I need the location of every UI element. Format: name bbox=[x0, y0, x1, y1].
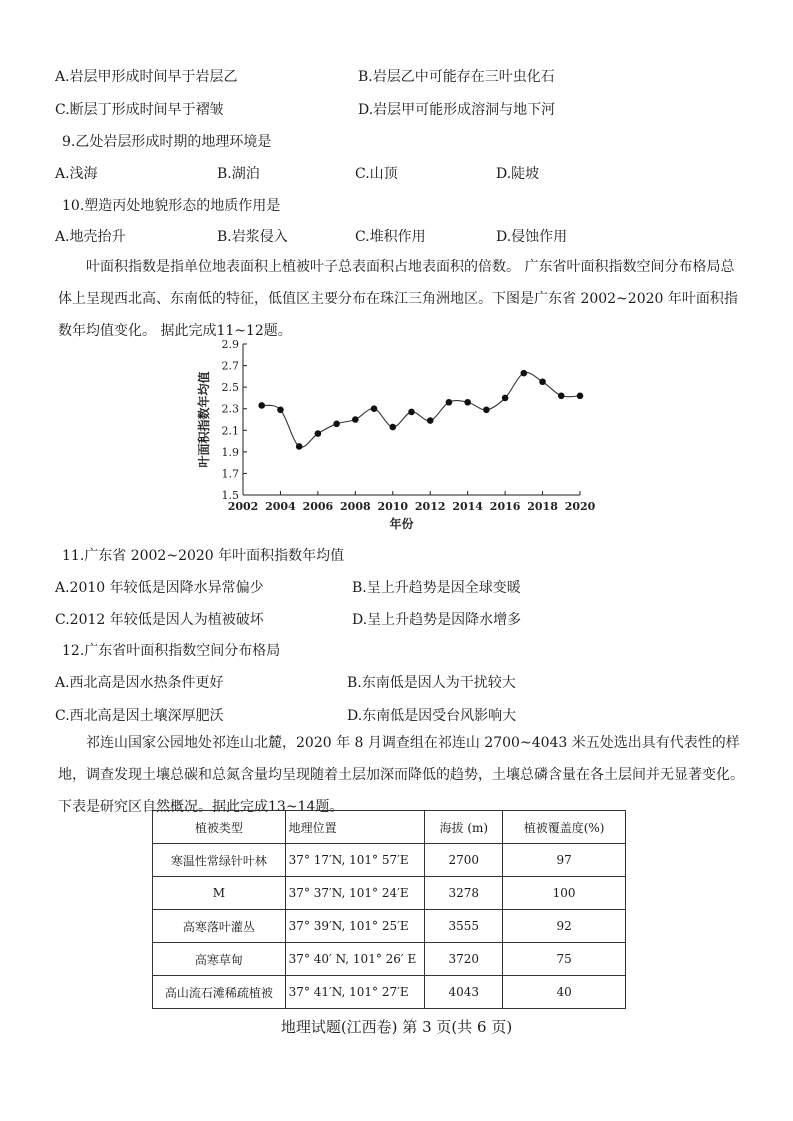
q12-option-a: A.西北高是因水热条件更好 bbox=[55, 675, 224, 691]
y-tick-label: 1.9 bbox=[221, 445, 239, 459]
table-cell: 3720 bbox=[425, 943, 503, 976]
q10-option-d: D.侵蚀作用 bbox=[496, 229, 568, 245]
table-row bbox=[153, 976, 626, 1009]
table-header: 植被类型 bbox=[153, 811, 286, 844]
table-cell: 75 bbox=[503, 943, 626, 976]
data-point bbox=[427, 417, 434, 424]
table-cell: 3278 bbox=[425, 877, 503, 910]
data-point bbox=[352, 416, 359, 423]
data-point bbox=[408, 409, 415, 416]
table-row bbox=[153, 877, 626, 910]
q8-option-d: D.岩层甲可能形成溶洞与地下河 bbox=[358, 102, 556, 118]
y-tick-label: 1.7 bbox=[221, 467, 239, 481]
passage-leaf-area-index: 叶面积指数是指单位地表面积上植被叶子总表面积占地表面积的倍数。 广东省叶面积指数空间分布格局总体上呈现西北高、东南低的特征，低值区主要分布在珠江三角洲地区。下图是广东省 2002~2020 年叶面积指数年均值变化。 据此完成11~12题。 bbox=[58, 259, 738, 339]
table-cell: 37° 17′N, 101° 57′E bbox=[285, 844, 425, 877]
table-header: 地理位置 bbox=[285, 811, 425, 844]
q8-option-c: C.断层丁形成时间早于褶皱 bbox=[55, 102, 224, 118]
table-cell: 100 bbox=[503, 877, 626, 910]
x-tick-label: 2014 bbox=[452, 500, 483, 513]
x-tick-label: 2018 bbox=[527, 500, 558, 513]
q10-option-b: B.岩浆侵入 bbox=[217, 229, 288, 245]
q12-option-d: D.东南低是因受台风影响大 bbox=[347, 708, 517, 724]
table-cell: 4043 bbox=[425, 976, 503, 1009]
table-cell: 高寒落叶灌丛 bbox=[153, 910, 286, 943]
q10-option-c: C.堆积作用 bbox=[355, 229, 426, 245]
table-cell: 37° 37′N, 101° 24′E bbox=[285, 877, 425, 910]
y-tick-label: 2.3 bbox=[221, 402, 239, 416]
data-point bbox=[371, 405, 378, 412]
table-row bbox=[153, 943, 626, 976]
data-point bbox=[464, 399, 471, 406]
nature-overview-table bbox=[152, 810, 626, 1009]
table-cell: 寒温性常绿针叶林 bbox=[153, 844, 286, 877]
data-point bbox=[483, 406, 490, 413]
x-axis-label: 年份 bbox=[389, 517, 414, 531]
x-tick-label: 2010 bbox=[377, 500, 409, 513]
q12-option-b: B.东南低是因人为干扰较大 bbox=[347, 675, 516, 691]
q8-option-b: B.岩层乙中可能存在三叶虫化石 bbox=[358, 69, 555, 85]
data-point bbox=[333, 421, 340, 428]
data-point bbox=[446, 399, 453, 406]
passage-qilian-mountain: 祁连山国家公园地处祁连山北麓，2020 年 8 月调查组在祁连山 2700~4043 米五处选出具有代表性的样地，调查发现土壤总碳和总氮含量均呈现随着土层加深而降低的趋势，土壤总磷含量在各土层间并无显著变化。下表是研究区自然概况。据此完成13~14题。 bbox=[58, 735, 744, 815]
page-footer: 地理试题(江西卷) 第 3 页(共 6 页) bbox=[280, 1018, 513, 1036]
table-cell: 37° 40′ N, 101° 26′ E bbox=[285, 943, 425, 976]
y-tick-label: 2.7 bbox=[221, 359, 239, 373]
x-tick-label: 2006 bbox=[302, 500, 334, 513]
data-point bbox=[258, 402, 265, 409]
y-tick-label: 1.5 bbox=[221, 489, 239, 502]
q10-option-a: A.地壳抬升 bbox=[55, 229, 126, 245]
q9-option-c: C.山顶 bbox=[355, 166, 398, 182]
x-tick-label: 2002 bbox=[227, 500, 259, 513]
table-cell: 37° 39′N, 101° 25′E bbox=[285, 910, 425, 943]
data-point bbox=[277, 406, 284, 413]
q9-option-d: D.陡坡 bbox=[496, 166, 540, 182]
table-cell: M bbox=[153, 877, 286, 910]
data-point bbox=[389, 424, 396, 431]
x-tick-label: 2016 bbox=[489, 500, 521, 513]
table-cell: 2700 bbox=[425, 844, 503, 877]
x-tick-label: 2004 bbox=[265, 500, 296, 513]
table-cell: 高寒草甸 bbox=[153, 943, 286, 976]
data-point bbox=[296, 443, 303, 450]
data-point bbox=[315, 430, 322, 437]
table-cell: 37° 41′N, 101° 27′E bbox=[285, 976, 425, 1009]
q11-option-a: A.2010 年较低是因降水异常偏少 bbox=[55, 580, 264, 596]
table-row bbox=[153, 910, 626, 943]
y-tick-label: 2.5 bbox=[221, 381, 239, 395]
q12-stem: 12.广东省叶面积指数空间分布格局 bbox=[62, 643, 281, 659]
q11-option-d: D.呈上升趋势是因降水增多 bbox=[352, 612, 522, 628]
x-tick-label: 2012 bbox=[414, 500, 446, 513]
table-header: 海拔 (m) bbox=[425, 811, 503, 844]
data-point bbox=[521, 370, 528, 377]
q11-option-c: C.2012 年较低是因人为植被破坏 bbox=[55, 612, 264, 628]
data-point bbox=[502, 395, 509, 402]
table-header: 植被覆盖度(%) bbox=[503, 811, 626, 844]
table-cell: 97 bbox=[503, 844, 626, 877]
q11-stem: 11.广东省 2002~2020 年叶面积指数年均值 bbox=[62, 548, 345, 564]
q9-option-a: A.浅海 bbox=[55, 166, 98, 182]
x-tick-label: 2008 bbox=[340, 500, 371, 513]
line-chart-svg bbox=[195, 332, 605, 537]
x-tick-label: 2020 bbox=[564, 500, 596, 513]
table-cell: 40 bbox=[503, 976, 626, 1009]
q9-stem: 9.乙处岩层形成时期的地理环境是 bbox=[62, 134, 272, 150]
leaf-area-index-chart bbox=[195, 332, 605, 537]
q12-option-c: C.西北高是因土壤深厚肥沃 bbox=[55, 708, 224, 724]
table-cell: 3555 bbox=[425, 910, 503, 943]
table-header-row bbox=[153, 811, 626, 844]
data-point bbox=[558, 392, 565, 399]
series-line bbox=[262, 373, 580, 448]
table-cell: 高山流石滩稀疏植被 bbox=[153, 976, 286, 1009]
q9-option-b: B.湖泊 bbox=[217, 166, 260, 182]
data-point bbox=[539, 378, 546, 385]
table-row bbox=[153, 844, 626, 877]
q10-stem: 10.塑造丙处地貌形态的地质作用是 bbox=[62, 198, 281, 214]
y-axis-label: 叶面积指数年均值 bbox=[197, 371, 211, 468]
q11-option-b: B.呈上升趋势是因全球变暖 bbox=[352, 580, 521, 596]
y-tick-label: 2.1 bbox=[221, 424, 239, 438]
data-point bbox=[577, 392, 584, 399]
table-cell: 92 bbox=[503, 910, 626, 943]
y-tick-label: 2.9 bbox=[221, 338, 239, 351]
q8-option-a: A.岩层甲形成时间早于岩层乙 bbox=[55, 69, 238, 85]
